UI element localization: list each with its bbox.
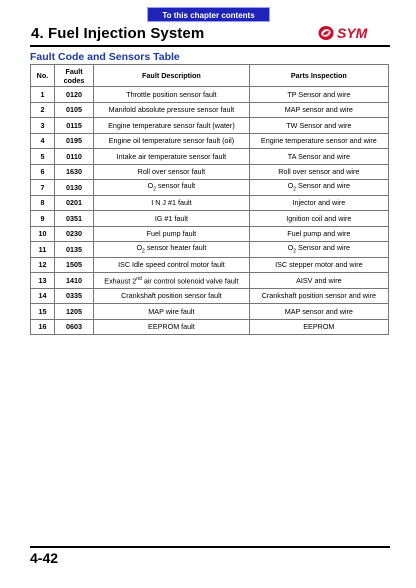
parts-inspection: Injector and wire bbox=[249, 195, 388, 211]
description-text: O bbox=[147, 180, 154, 190]
header-fault-description: Fault Description bbox=[94, 65, 250, 87]
parts-text: Sensor and wire bbox=[296, 242, 350, 252]
row-number: 16 bbox=[31, 319, 55, 335]
fault-code: 0335 bbox=[54, 288, 93, 304]
fault-description: Intake air temperature sensor fault bbox=[94, 149, 250, 165]
fault-code: 0603 bbox=[54, 319, 93, 335]
fault-code: 0110 bbox=[54, 149, 93, 165]
subscript-text: 2 bbox=[293, 247, 297, 254]
row-number: 15 bbox=[31, 304, 55, 320]
table-row bbox=[31, 102, 389, 118]
fault-code: 1630 bbox=[54, 164, 93, 180]
row-number: 7 bbox=[31, 180, 55, 196]
table-row bbox=[31, 273, 389, 289]
row-number: 9 bbox=[31, 211, 55, 227]
table-row bbox=[31, 87, 389, 103]
table-row bbox=[31, 211, 389, 227]
fault-code: 0230 bbox=[54, 226, 93, 242]
fault-code: 0115 bbox=[54, 118, 93, 134]
table-row bbox=[31, 164, 389, 180]
table-row bbox=[31, 118, 389, 134]
fault-description bbox=[94, 273, 250, 289]
row-number: 10 bbox=[31, 226, 55, 242]
table-row bbox=[31, 149, 389, 165]
parts-inspection: Ignition coil and wire bbox=[249, 211, 388, 227]
fault-code: 1205 bbox=[54, 304, 93, 320]
footer-rule bbox=[30, 546, 390, 548]
table-row bbox=[31, 257, 389, 273]
row-number: 1 bbox=[31, 87, 55, 103]
table-header-row bbox=[31, 65, 389, 87]
page-number: 4-42 bbox=[30, 550, 59, 566]
parts-inspection: TA Sensor and wire bbox=[249, 149, 388, 165]
parts-text: O bbox=[287, 180, 294, 190]
row-number: 2 bbox=[31, 102, 55, 118]
parts-inspection: ISC stepper motor and wire bbox=[249, 257, 388, 273]
description-text: sensor heater fault bbox=[144, 242, 207, 252]
table-row bbox=[31, 319, 389, 335]
sym-emblem-icon bbox=[319, 26, 334, 40]
row-number: 12 bbox=[31, 257, 55, 273]
parts-inspection: EEPROM bbox=[249, 319, 388, 335]
subscript-text: 2 bbox=[153, 185, 157, 192]
row-number: 13 bbox=[31, 273, 55, 289]
fault-code: 0120 bbox=[54, 87, 93, 103]
row-number: 4 bbox=[31, 133, 55, 149]
fault-description: Engine temperature sensor fault (water) bbox=[94, 118, 250, 134]
fault-code-table bbox=[30, 64, 389, 335]
description-text: sensor fault bbox=[156, 180, 196, 190]
section-title: Fault Code and Sensors Table bbox=[30, 51, 180, 63]
fault-description: Roll over sensor fault bbox=[94, 164, 250, 180]
table-row bbox=[31, 180, 389, 196]
subscript-text: 2 bbox=[293, 185, 297, 192]
fault-description: I N J #1 fault bbox=[94, 195, 250, 211]
header-parts-inspection: Parts Inspection bbox=[249, 65, 388, 87]
parts-inspection: AISV and wire bbox=[249, 273, 388, 289]
table-row bbox=[31, 304, 389, 320]
fault-description: Manifold absolute pressure sensor fault bbox=[94, 102, 250, 118]
parts-inspection: MAP sensor and wire bbox=[249, 102, 388, 118]
row-number: 11 bbox=[31, 242, 55, 258]
row-number: 5 bbox=[31, 149, 55, 165]
fault-code: 0130 bbox=[54, 180, 93, 196]
parts-inspection bbox=[249, 180, 388, 196]
fault-description: EEPROM fault bbox=[94, 319, 250, 335]
table-row bbox=[31, 195, 389, 211]
chapter-contents-link[interactable]: To this chapter contents bbox=[147, 7, 270, 22]
logo-wordmark: SYM bbox=[337, 25, 368, 41]
table-row bbox=[31, 133, 389, 149]
description-text: O bbox=[136, 242, 143, 252]
parts-inspection: MAP sensor and wire bbox=[249, 304, 388, 320]
fault-description: Engine oil temperature sensor fault (oil) bbox=[94, 133, 250, 149]
parts-inspection: TP Sensor and wire bbox=[249, 87, 388, 103]
parts-inspection: Roll over sensor and wire bbox=[249, 164, 388, 180]
table-row bbox=[31, 226, 389, 242]
header-no: No. bbox=[31, 65, 55, 87]
fault-description: Throttle position sensor fault bbox=[94, 87, 250, 103]
header-fault-codes: Fault codes bbox=[54, 65, 93, 87]
header-rule bbox=[30, 45, 390, 47]
parts-text: O bbox=[287, 242, 294, 252]
parts-text: Sensor and wire bbox=[296, 180, 350, 190]
row-number: 6 bbox=[31, 164, 55, 180]
parts-inspection bbox=[249, 242, 388, 258]
fault-description: Fuel pump fault bbox=[94, 226, 250, 242]
fault-description: MAP wire fault bbox=[94, 304, 250, 320]
row-number: 8 bbox=[31, 195, 55, 211]
page-title: 4. Fuel Injection System bbox=[31, 25, 205, 42]
fault-code: 0201 bbox=[54, 195, 93, 211]
fault-description: IG #1 fault bbox=[94, 211, 250, 227]
fault-description bbox=[94, 180, 250, 196]
sym-logo bbox=[318, 25, 390, 41]
description-text: Exhaust 2 bbox=[104, 276, 137, 286]
fault-code: 0195 bbox=[54, 133, 93, 149]
fault-code: 0135 bbox=[54, 242, 93, 258]
fault-description bbox=[94, 242, 250, 258]
table-row bbox=[31, 288, 389, 304]
fault-code: 0105 bbox=[54, 102, 93, 118]
parts-inspection: Crankshaft position sensor and wire bbox=[249, 288, 388, 304]
fault-code: 1505 bbox=[54, 257, 93, 273]
fault-description: ISC Idle speed control motor fault bbox=[94, 257, 250, 273]
fault-code: 0351 bbox=[54, 211, 93, 227]
subscript-text: 2 bbox=[142, 247, 145, 254]
fault-code: 1410 bbox=[54, 273, 93, 289]
description-text: air control solenoid valve fault bbox=[141, 276, 239, 286]
row-number: 14 bbox=[31, 288, 55, 304]
parts-inspection: Fuel pump and wire bbox=[249, 226, 388, 242]
row-number: 3 bbox=[31, 118, 55, 134]
fault-description: Crankshaft position sensor fault bbox=[94, 288, 250, 304]
superscript-text: nd bbox=[136, 276, 142, 283]
table-row bbox=[31, 242, 389, 258]
parts-inspection: TW Sensor and wire bbox=[249, 118, 388, 134]
parts-inspection: Engine temperature sensor and wire bbox=[249, 133, 388, 149]
